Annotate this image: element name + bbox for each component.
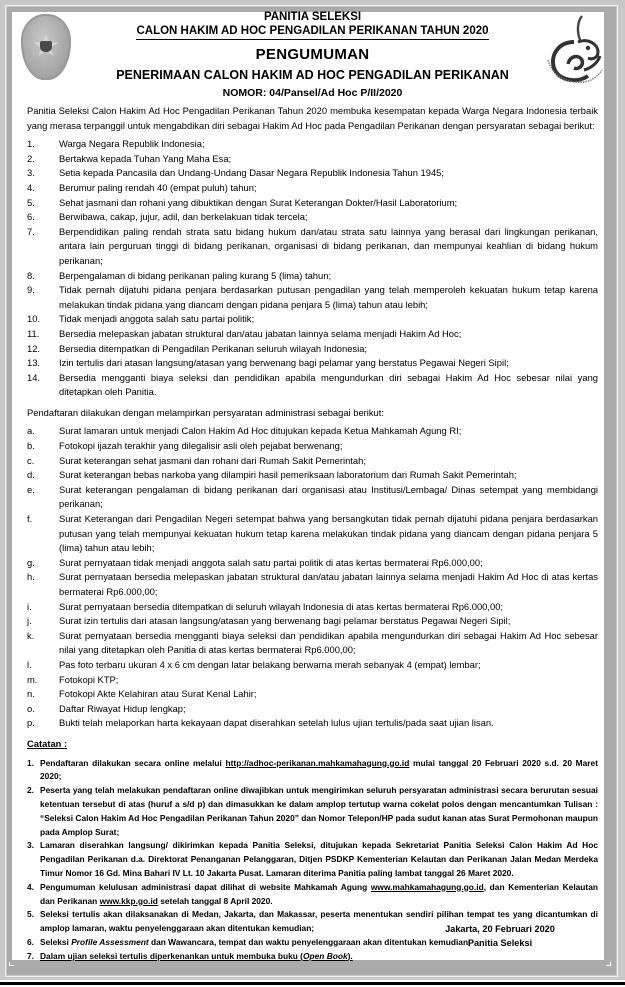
list-marker: g. — [27, 556, 35, 568]
list-item-text: Surat keterangan pengalaman di bidang perikanan dari organisasi atau Institusi/Lembaga/ Dinas setempat yang membidangi perikanan; — [59, 483, 598, 510]
requirement-item — [27, 196, 598, 211]
list-marker: m. — [27, 673, 38, 685]
admin-requirement-item — [27, 687, 598, 702]
list-marker: 11. — [27, 327, 40, 339]
document-title: PENGUMUMAN — [255, 46, 370, 63]
requirement-item — [27, 137, 598, 152]
list-marker: 2. — [27, 785, 34, 796]
admin-requirement-item — [27, 673, 598, 688]
admin-requirement-item — [27, 658, 598, 673]
requirement-item — [27, 210, 598, 225]
list-item-text: Surat izin tertulis dari atasan langsung/atasan yang berwenang bagi pelamar berstatus Pegawai Negeri Sipil; — [59, 615, 511, 627]
list-marker: l. — [27, 658, 32, 670]
admin-requirement-item — [27, 600, 598, 615]
list-marker: 4. — [27, 881, 34, 892]
list-marker: i. — [27, 600, 32, 612]
list-item-text: Surat lamaran untuk menjadi Calon Hakim Ad Hoc ditujukan kepada Ketua Mahkamah Agung RI; — [59, 425, 462, 437]
list-item-text: Fotokopi ijazah terakhir yang dilegalisir asli oleh pejabat berwenang; — [59, 440, 343, 452]
admin-requirement-item — [27, 468, 598, 483]
list-marker: 14. — [27, 371, 41, 383]
list-marker: 8. — [27, 269, 35, 281]
list-item-text: Dalam ujian seleksi tertulis diperkenankan untuk membuka buku ( — [40, 950, 303, 961]
list-item-text: setelah tanggal 8 April 2020. — [157, 895, 273, 906]
admin-requirement-item — [27, 483, 598, 512]
list-item-text: Daftar Riwayat Hidup lengkap; — [59, 702, 186, 714]
list-item-text: Fotokopi KTP; — [59, 673, 119, 685]
list-marker: f. — [27, 513, 33, 525]
italic-term: Profile Assessment — [71, 936, 149, 947]
list-marker: 10. — [27, 313, 41, 325]
admin-requirement-item — [27, 512, 598, 556]
list-marker: 12. — [27, 342, 41, 354]
list-item-text: Setia kepada Pancasila dan Undang-Undang Dasar Negara Republik Indonesia Tahun 1945; — [59, 167, 444, 179]
list-item-text: Seleksi — [40, 936, 72, 947]
list-item-text: Surat keterangan sehat jasmani dan rohani dari Rumah Sakit Pemerintah; — [59, 454, 366, 466]
list-item-text: Surat pernyataan bersedia mengganti biaya seleksi dan pendidikan apabila mengundurkan diri sebagai Hakim Ad Hoc sebesar nilai yang ditetapkan oleh Panitia di atas kertas bermaterai Rp6.000,00; — [59, 629, 598, 656]
list-item-text: Berpendidikan paling rendah strata satu bidang hukum dan/atau strata satu lainnya yang berasal dari lingkungan perikanan, antara lain perguruan tinggi di bidang perikanan, organisasi di bidang perikanan, dan mempunyai keahlian di bidang hukum perikanan; — [59, 225, 598, 266]
list-item-text: Izin tertulis dari atasan langsung/atasan yang berwenang bagi pelamar yang berstatus Pegawai Negeri Sipil; — [59, 357, 509, 369]
list-marker: a. — [27, 425, 35, 437]
list-marker: c. — [27, 454, 35, 466]
list-marker: 7. — [27, 225, 35, 237]
frame-corner-mark-left — [9, 962, 14, 966]
list-item-text: Fotokopi Akte Kelahiran atau Surat Kenal Lahir; — [59, 688, 257, 700]
list-marker: 5. — [27, 909, 34, 920]
list-marker: j. — [27, 615, 32, 627]
admin-requirement-item — [27, 424, 598, 439]
org-subtitle — [0, 25, 625, 37]
admin-requirement-item — [27, 716, 598, 731]
website-link[interactable]: www.kkp.go.id — [99, 895, 158, 906]
website-link[interactable]: http://adhoc-perikanan.mahkamahagung.go.id — [225, 757, 410, 768]
requirement-item — [27, 269, 598, 284]
list-marker: 3. — [27, 840, 34, 851]
list-item-text: ). — [347, 950, 353, 961]
requirement-item — [27, 371, 598, 400]
list-marker: d. — [27, 469, 35, 481]
list-item-text: Seleksi tertulis akan dilaksanakan di Medan, Jakarta, dan Makassar, peserta menentukan sendiri pilihan tempat tes yang dicantumkan di amplop lamaran, waktu penyelenggaraan akan ditentukan kemudian; — [40, 909, 598, 934]
list-item-text: Tidak menjadi anggota salah satu partai politik; — [59, 313, 255, 325]
note-item — [27, 881, 598, 909]
list-marker: 5. — [27, 196, 35, 208]
list-marker: 7. — [27, 950, 34, 961]
list-item-text: , dan Kementerian Kelautan dan Perikanan — [40, 881, 598, 906]
admin-requirement-item — [27, 629, 598, 658]
document-heading: PENERIMAAN CALON HAKIM AD HOC PENGADILAN PERIKANAN — [116, 68, 509, 82]
list-item-text: Surat Keterangan dari Pengadilan Negeri setempat bahwa yang bersangkutan tidak pernah dijatuhi pidana penjara berdasarkan putusan yang telah mempunyai kekuatan hukum tetap karena melakukan tindak pidana yang diancam dengan pidana penjara 5 (lima) tahun atau lebih; — [59, 513, 598, 554]
list-marker: o. — [27, 702, 35, 714]
list-item-text: Lamaran diserahkan langsung/ dikirimkan kepada Panitia Seleksi, ditujukan kepada Sekretariat Panitia Seleksi Calon Hakim Ad Hoc Pengadilan Perikanan d.a. Direktorat Penanganan Pelanggaran, Ditjen PSDKP Kementerian Kelautan dan Perikanan Jalan Medan Merdeka Timur Nomor 16 Gd. Mina Bahari IV Lt. 10 Jakarta Pusat. Lamaran diterima Panitia paling lambat tanggal 26 Maret 2020. — [40, 840, 598, 878]
signature-signer: Panitia Seleksi — [467, 938, 533, 948]
requirement-item — [27, 181, 598, 196]
list-item-text: Bukti telah melaporkan harta kekayaan dapat diserahkan setelah lulus ujian tertulis/pada saat ujian lisan. — [59, 717, 494, 729]
requirement-item — [27, 283, 598, 312]
list-marker: b. — [27, 440, 35, 452]
note-item — [27, 757, 598, 785]
list-marker: 1. — [27, 757, 34, 768]
org-name: PANITIA SELEKSI — [263, 11, 362, 23]
note-item — [27, 950, 598, 964]
requirement-item — [27, 312, 598, 327]
list-item-text: Tidak pernah dijatuhi pidana penjara berdasarkan putusan pengadilan yang telah memperoleh kekuatan hukum tetap karena melakukan tindak pidana yang diancam dengan pidana penjara 5 (lima) tahun atau lebih; — [59, 284, 598, 310]
list-item-text: Bersedia ditempatkan di Pengadilan Perikanan seluruh wilayah Indonesia; — [59, 342, 368, 354]
notes-title: Catatan : — [27, 737, 68, 749]
admin-intro-paragraph: Pendaftaran dilakukan dengan melampirkan persyaratan administrasi sebagai berikut: — [27, 406, 384, 418]
admin-requirement-item — [27, 702, 598, 717]
list-item-text: Bertakwa kepada Tuhan Yang Maha Esa; — [59, 152, 232, 164]
list-marker: 6. — [27, 936, 34, 947]
signature-place-date: Jakarta, 20 Februari 2020 — [445, 924, 555, 934]
intro-paragraph: Panitia Seleksi Calon Hakim Ad Hoc Pengadilan Perikanan Tahun 2020 membuka kesempatan kepada Warga Negara Indonesia terbaik yang merasa terpanggil untuk mengabdikan diri sebagai Hakim Ad Hoc pada Pengadilan Perikanan dengan persyaratan sebagai berikut: — [27, 105, 598, 131]
requirement-item — [27, 356, 598, 371]
list-item-text: Pendaftaran dilakukan secara online melalui — [40, 757, 226, 768]
list-marker: 3. — [27, 167, 35, 179]
list-item-text: Pengumuman kelulusan administrasi dapat dilihat di website Mahkamah Agung — [40, 881, 371, 892]
note-item — [27, 784, 598, 839]
list-item-text: Surat keterangan bebas narkoba yang dilampiri hasil pemeriksaan laboratorium dari Rumah Sakit Pemerintah; — [59, 469, 517, 481]
list-item-text: Surat pernyataan tidak menjadi anggota salah satu partai politik di atas kertas bermaterai Rp6.000,00; — [59, 556, 483, 568]
list-marker: 13. — [27, 357, 41, 369]
org-subtitle-text: CALON HAKIM AD HOC PENGADILAN PERIKANAN TAHUN 2020 — [136, 25, 488, 40]
admin-requirements-list — [27, 424, 598, 730]
list-marker: k. — [27, 629, 35, 641]
note-item — [27, 839, 598, 880]
website-link[interactable]: www.mahkamahagung.go.id — [370, 881, 484, 892]
list-item-text: Berwibawa, cakap, jujur, adil, dan berkelakuan tidak tercela; — [59, 211, 308, 223]
list-marker: 1. — [27, 138, 35, 150]
frame-corner-mark-right — [606, 962, 611, 966]
requirement-item — [27, 327, 598, 342]
list-item-text: Pas foto terbaru ukuran 4 x 6 cm dengan latar belakang berwarna merah sebanyak 4 (empat) lembar; — [59, 658, 481, 670]
bottom-rule — [0, 982, 625, 985]
admin-requirement-item — [27, 556, 598, 571]
admin-requirement-item — [27, 454, 598, 469]
list-marker: 4. — [27, 181, 35, 193]
list-item-text: dan Wawancara, tempat dan waktu penyelenggaraan akan ditentukan kemudian; — [148, 936, 471, 947]
document-body — [27, 104, 598, 963]
list-marker: 9. — [27, 284, 35, 296]
signature-block — [440, 922, 560, 950]
list-item-text: mulai tanggal 20 Februari 2020 s.d. 20 Maret 2020; — [40, 757, 599, 782]
list-item-text: Berumur paling rendah 40 (empat puluh) tahun; — [59, 181, 257, 193]
italic-term: Open Book — [302, 950, 348, 961]
list-marker: 2. — [27, 152, 35, 164]
list-item-text: Berpengalaman di bidang perikanan paling kurang 5 (lima) tahun; — [59, 269, 332, 281]
admin-requirement-item — [27, 570, 598, 599]
requirement-item — [27, 342, 598, 357]
requirements-list — [27, 137, 598, 400]
list-item-text: Bersedia mengganti biaya seleksi dan pendidikan apabila mengundurkan diri sebagai Hakim Ad Hoc sebesar nilai yang ditetapkan oleh Panitia. — [59, 371, 598, 398]
requirement-item — [27, 166, 598, 181]
list-marker: e. — [27, 483, 35, 495]
admin-requirement-item — [27, 439, 598, 454]
requirement-item — [27, 152, 598, 167]
list-item-text: Warga Negara Republik Indonesia; — [59, 138, 205, 150]
document-number: NOMOR: 04/Pansel/Ad Hoc P/II/2020 — [222, 87, 403, 99]
list-marker: p. — [27, 717, 35, 729]
list-marker: h. — [27, 571, 35, 583]
list-marker: 6. — [27, 211, 35, 223]
admin-requirement-item — [27, 614, 598, 629]
list-item-text: Bersedia melepaskan jabatan struktural dan/atau jabatan lainnya selama menjadi Hakim Ad Hoc; — [59, 327, 462, 339]
list-item-text: Sehat jasmani dan rohani yang dibuktikan dengan Surat Keterangan Dokter/Hasil Laboratorium; — [59, 196, 458, 208]
list-item-text: Surat pernyataan bersedia melepaskan jabatan struktural dan/atau jabatan lainnya selama menjadi Hakim Ad Hoc di atas kertas bermaterai Rp6.000,00; — [59, 571, 598, 597]
list-item-text: Surat pernyataan bersedia ditempatkan di seluruh wilayah Indonesia di atas kertas bermaterai Rp6.000,00; — [59, 600, 504, 612]
requirement-item — [27, 225, 598, 269]
list-marker: n. — [27, 688, 35, 700]
list-item-text: Peserta yang telah melakukan pendaftaran online diwajibkan untuk mengirimkan seluruh persyaratan administrasi secara berurutan sesuai ketentuan tersebut di atas (huruf a s/d p) dan dimasukkan ke dalam amplop tertutup warna cokelat polos dengan mencantumkan Tulisan : “Seleksi Calon Hakim Ad Hoc Pengadilan Perikanan Tahun 2020” dan Nomor Telepon/HP pada sudut kanan atas Surat Permohonan maupun pada Amplop Surat; — [40, 785, 598, 837]
